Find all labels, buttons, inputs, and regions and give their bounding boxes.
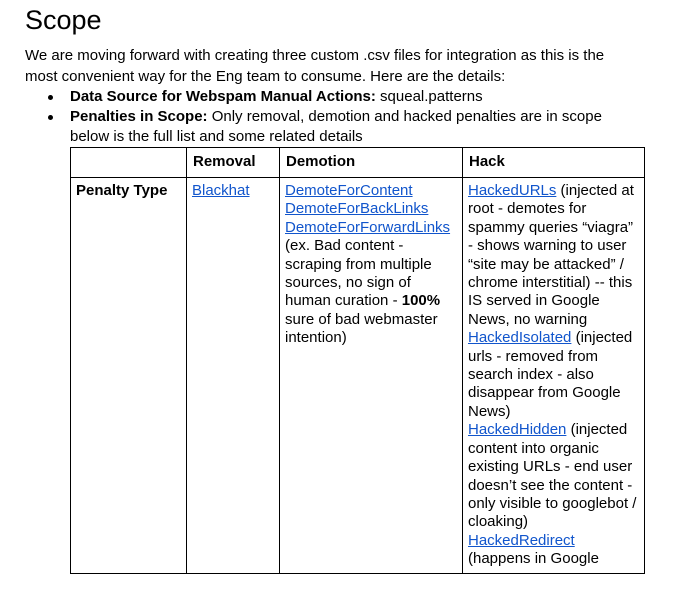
- penalties-table: [70, 147, 645, 574]
- demoteforforwardlinks-link[interactable]: DemoteForForwardLinks: [285, 218, 451, 236]
- hack-entry-text: (injected urls - removed from search index - also disappear from Google News): [468, 329, 633, 420]
- table-header-row: [71, 148, 645, 178]
- page-title: Scope: [25, 5, 102, 35]
- column-header-hack: Hack: [463, 148, 645, 178]
- hack-entry: [468, 421, 639, 531]
- bullet-list: [25, 87, 655, 147]
- hackedredirect-link[interactable]: HackedRedirect: [468, 531, 575, 549]
- demoteforbacklinks-link[interactable]: DemoteForBackLinks: [285, 200, 429, 218]
- link-line: [285, 182, 457, 200]
- bullet-plain-text: squeal.patterns: [375, 88, 483, 105]
- hack-entry: [468, 532, 639, 569]
- hack-entry-text: (injected content into organic existing URLs - end user doesn’t see the content - only visible to googlebot / cloaking): [468, 421, 637, 531]
- link-line: [285, 200, 457, 218]
- hack-entry: [468, 182, 639, 329]
- hackedisolated-link[interactable]: HackedIsolated: [468, 329, 572, 347]
- list-item-penalties-in-scope: [25, 107, 630, 147]
- hackedurls-link[interactable]: HackedURLs: [468, 182, 557, 199]
- list-item-data-source: [25, 87, 630, 107]
- hack-cell: [463, 178, 645, 574]
- hack-entry-text: (injected at root - demotes for spammy queries “viagra” - shows warning to user “site may be attacked” / chrome interstitial) -- this IS served in Google News, no warning: [468, 182, 634, 328]
- bullet-bold-label: Penalties in Scope:: [70, 108, 208, 125]
- hack-entry: [468, 329, 639, 421]
- column-header-demotion: Demotion: [280, 148, 463, 178]
- column-header-empty: [71, 148, 187, 178]
- link-line: [192, 182, 274, 200]
- demotion-cell: [280, 178, 463, 574]
- note-bold-100-percent: 100%: [401, 292, 441, 310]
- bullet-text: [70, 107, 630, 147]
- removal-cell: [187, 178, 280, 574]
- bullet-text: [70, 87, 483, 107]
- demoteforcontent-link[interactable]: DemoteForContent: [285, 182, 413, 199]
- column-header-removal: Removal: [187, 148, 280, 178]
- bullet-icon: [48, 115, 53, 120]
- hack-entry-text: (happens in Google: [468, 550, 599, 568]
- row-label-penalty-type: Penalty Type: [71, 178, 187, 574]
- bullet-icon: [48, 95, 53, 100]
- link-line: [285, 219, 457, 237]
- table-row-penalty-type: [71, 178, 645, 574]
- demotion-note: (ex. Bad content - scraping from multiple sources, no sign of human curation - 100% sure of bad webmaster intention): [285, 237, 441, 347]
- blackhat-link[interactable]: Blackhat: [192, 182, 250, 199]
- bullet-plain-text: Only removal, demotion and hacked penalties are in scope below is the full list and some related details: [70, 108, 602, 145]
- hackedhidden-link[interactable]: HackedHidden: [468, 421, 567, 439]
- bullet-bold-label: Data Source for Webspam Manual Actions:: [70, 88, 376, 105]
- intro-paragraph: We are moving forward with creating three custom .csv files for integration as this is the most convenient way for the Eng team to consume. Here are the details:: [25, 47, 605, 85]
